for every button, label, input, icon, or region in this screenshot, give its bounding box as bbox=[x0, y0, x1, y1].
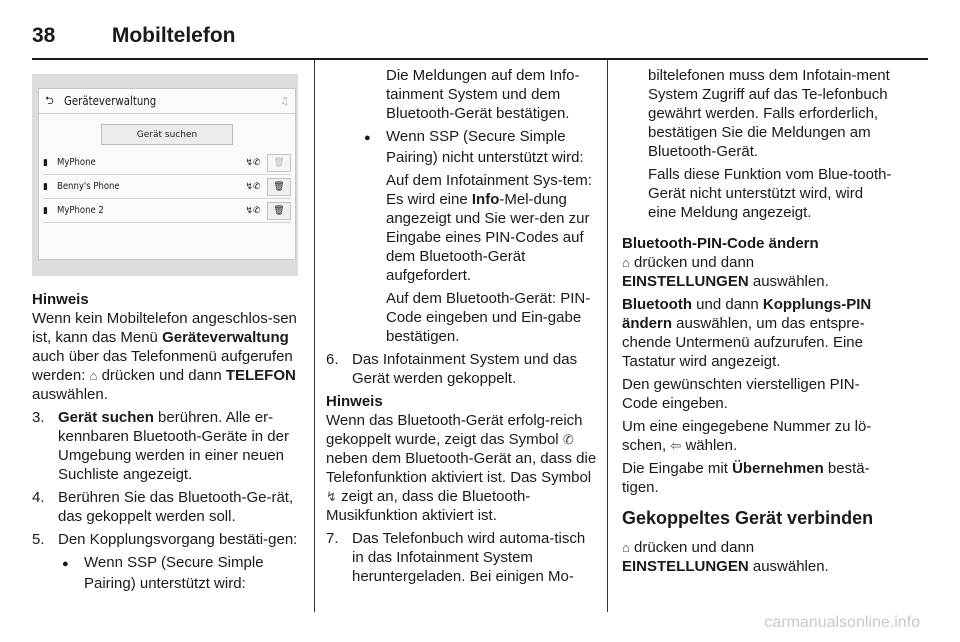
phonebook-access-text: biltelefonen muss dem Infotain-ment System Zugriff auf das Te-lefonbuch gewährt werden. Falls erforderlich, bestätigen Sie die Meldungen am Bluetooth-Gerät. bbox=[648, 67, 890, 160]
page-number: 38 bbox=[32, 24, 56, 47]
column-1 bbox=[32, 290, 308, 597]
music-icon: ↯ bbox=[326, 489, 337, 504]
note-text: Wenn kein Mobiltelefon angeschlos-sen ist, kann das Menü Geräteverwaltung auch über das Telefonmenü aufgerufen werden: ⌂ drücken und dann TELEFON auswählen. bbox=[32, 310, 297, 403]
column-2 bbox=[326, 66, 598, 590]
back-arrow-icon[interactable]: ⮌ bbox=[45, 93, 54, 107]
phone-device-icon: ▮ bbox=[43, 181, 48, 192]
connect-step: ⌂ drücken und dann EINSTELLUNGEN auswählen. bbox=[622, 539, 829, 575]
phone-device-icon: ▮ bbox=[43, 205, 48, 216]
page-header bbox=[32, 24, 236, 48]
bullet-ssp: ● Wenn SSP (Secure Simple Pairing) unterstützt wird: bbox=[62, 554, 264, 592]
watermark: carmanualsonline.info bbox=[764, 614, 920, 631]
pin-step-d: Um eine eingegebene Nummer zu lö-schen, ⇦ wählen. bbox=[622, 418, 872, 454]
column-divider-2 bbox=[607, 60, 608, 612]
device-row[interactable] bbox=[43, 175, 291, 199]
column-3 bbox=[622, 66, 894, 580]
note-heading: Hinweis bbox=[326, 393, 383, 410]
step-4: 4. Berühren Sie das Bluetooth-Ge-rät, das gekoppelt werden soll. bbox=[32, 489, 294, 525]
music-phone-icons: ↯✆ bbox=[245, 205, 261, 216]
connect-heading: Gekoppeltes Gerät verbinden bbox=[622, 508, 874, 528]
pin-step-c: Den gewünschten vierstelligen PIN-Code eingeben. bbox=[622, 376, 860, 412]
header-rule bbox=[32, 58, 928, 60]
pin-step-b: Bluetooth und dann Kopplungs-PIN ändern auswählen, um das entspre-chende Untermenü aufzurufen. Eine Tastatur wird angezeigt. bbox=[622, 296, 872, 370]
backspace-icon: ⇦ bbox=[670, 438, 682, 453]
home-icon: ⌂ bbox=[89, 368, 98, 383]
no-ssp-device-text: Auf dem Bluetooth-Gerät: PIN-Code eingeben und Ein-gabe bestätigen. bbox=[386, 290, 591, 345]
device-management-screenshot bbox=[32, 74, 298, 276]
trash-icon[interactable]: 🗑 bbox=[267, 202, 291, 220]
music-note-icon: ♫ bbox=[280, 95, 289, 107]
page-title: Mobiltelefon bbox=[111, 24, 236, 47]
pin-step-a: ⌂ drücken und dann EINSTELLUNGEN auswählen. bbox=[622, 254, 829, 290]
step-3: 3. Gerät suchen berühren. Alle er-kennbaren Bluetooth-Geräte in der Umgebung werden in einer neuen Suchliste angezeigt. bbox=[32, 409, 289, 483]
device-row[interactable] bbox=[43, 199, 291, 223]
device-row[interactable] bbox=[43, 151, 291, 175]
unsupported-text: Falls diese Funktion vom Blue-tooth-Gerät nicht unterstützt wird, wird eine Meldung angezeigt. bbox=[648, 166, 892, 221]
find-device-button[interactable]: Gerät suchen bbox=[101, 124, 233, 145]
phone-device-icon: ▮ bbox=[43, 157, 48, 168]
home-icon: ⌂ bbox=[622, 255, 630, 270]
ssp-confirm-text: Die Meldungen auf dem Info-tainment System und dem Bluetooth-Gerät bestätigen. bbox=[386, 67, 580, 122]
bullet-icon: ● bbox=[364, 132, 371, 144]
step-7: 7. Das Telefonbuch wird automa-tisch in das Infotainment System heruntergeladen. Bei einigen Mo- bbox=[326, 530, 586, 585]
column-divider-1 bbox=[314, 60, 315, 612]
phone-icon: ✆ bbox=[562, 432, 574, 447]
no-ssp-infotainment-text: Auf dem Infotainment Sys-tem: Es wird eine Info-Mel-dung angezeigt und Sie wer-den zur Eingabe eines PIN-Codes auf dem Bluetooth-Gerät aufgefordert. bbox=[386, 172, 592, 284]
device-name: MyPhone 2 bbox=[57, 205, 104, 216]
trash-icon[interactable]: 🗑 bbox=[267, 178, 291, 196]
music-phone-icons: ↯✆ bbox=[245, 181, 261, 192]
trash-icon[interactable]: 🗑 bbox=[267, 154, 291, 172]
infotainment-screen bbox=[38, 88, 296, 260]
screen-title: Geräteverwaltung bbox=[63, 94, 157, 108]
bullet-icon: ● bbox=[62, 558, 69, 570]
screen-title-bar bbox=[39, 89, 295, 114]
pin-step-e: Die Eingabe mit Übernehmen bestä-tigen. bbox=[622, 460, 870, 496]
home-icon: ⌂ bbox=[622, 540, 630, 555]
music-phone-icons: ↯✆ bbox=[245, 157, 261, 168]
device-name: Benny's Phone bbox=[57, 181, 120, 192]
bullet-no-ssp: ● Wenn SSP (Secure Simple Pairing) nicht unterstützt wird: bbox=[364, 128, 584, 166]
step-5: 5. Den Kopplungsvorgang bestäti-gen: bbox=[32, 531, 298, 548]
note-heading: Hinweis bbox=[32, 291, 89, 308]
note-text: Wenn das Bluetooth-Gerät erfolg-reich gekoppelt wurde, zeigt das Symbol ✆ neben dem Bluetooth-Gerät an, dass die Telefonfunktion aktiviert ist. Das Symbol ↯ zeigt an, dass die Bluetooth-Musikfunktion aktiviert ist. bbox=[326, 412, 597, 524]
device-name: MyPhone bbox=[57, 157, 96, 168]
pin-change-heading: Bluetooth-PIN-Code ändern bbox=[622, 235, 819, 252]
step-6: 6. Das Infotainment System und das Gerät werden gekoppelt. bbox=[326, 351, 578, 387]
